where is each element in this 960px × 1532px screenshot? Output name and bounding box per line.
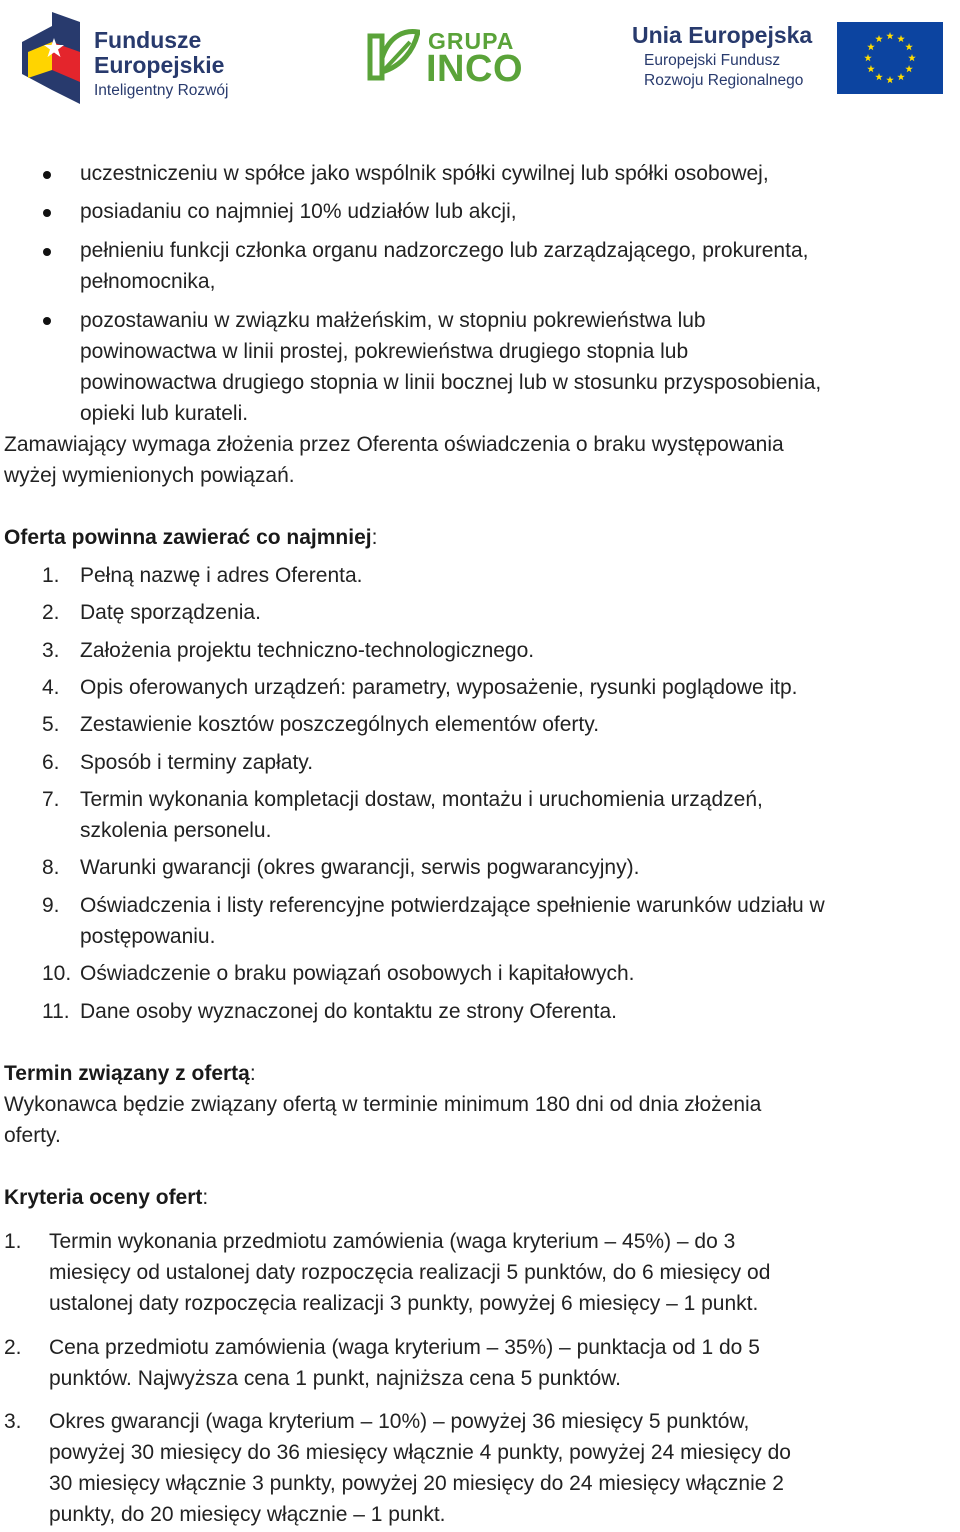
offer-item-number: 11. — [42, 1000, 70, 1023]
offer-heading-colon: : — [371, 526, 378, 549]
ue-line2: Europejski Fundusz — [644, 52, 781, 69]
inco-line2: INCO — [426, 48, 523, 90]
criteria-item-3-line2: powyżej 30 miesięcy do 36 miesięcy włącznie 4 punkty, powyżej 24 miesięcy do — [49, 1441, 791, 1464]
offer-heading-text: Oferta powinna zawierać co najmniej — [4, 526, 372, 549]
fundusze-europejskie-logo — [22, 10, 262, 110]
fe-line2: Europejskie — [94, 52, 225, 78]
offer-item-7-line1: Termin wykonania kompletacji dostaw, montażu i uruchomienia urządzeń, — [80, 788, 763, 811]
criteria-item-3-line3: 30 miesięcy włącznie 3 punkty, powyżej 20 miesięcy do 24 miesięcy włącznie 2 — [49, 1472, 784, 1495]
term-heading-text: Termin związany z ofertą — [4, 1062, 250, 1085]
bullet-dot — [43, 248, 51, 256]
criteria-item-number: 3. — [4, 1410, 22, 1433]
leaf-icon — [366, 28, 420, 86]
bullet-dot — [43, 317, 51, 325]
term-line2: oferty. — [4, 1124, 61, 1147]
ue-line3: Rozwoju Regionalnego — [644, 72, 804, 89]
inco-line1: GRUPA — [428, 28, 515, 54]
criteria-item-number: 2. — [4, 1336, 22, 1359]
criteria-item-number: 1. — [4, 1230, 22, 1253]
criteria-item-1-line2: miesięcy od ustalonej daty rozpoczęcia realizacji 5 punktów, do 6 miesięcy od — [49, 1261, 771, 1284]
requirement-line2: wyżej wymienionych powiązań. — [4, 464, 295, 487]
offer-item-number: 3. — [42, 639, 60, 662]
offer-item-10: Oświadczenie o braku powiązań osobowych i kapitałowych. — [80, 962, 635, 985]
offer-item-4: Opis oferowanych urządzeń: parametry, wyposażenie, rysunki poglądowe itp. — [80, 676, 798, 699]
criteria-item-3-line4: punkty, do 20 miesięcy włącznie – 1 punkt. — [49, 1503, 446, 1526]
term-heading — [4, 1058, 256, 1089]
offer-item-number: 10. — [42, 962, 72, 985]
eu-flag-icon — [837, 22, 943, 94]
ue-line1: Unia Europejska — [632, 22, 813, 48]
bullet-item-4-line3: powinowactwa drugiego stopnia w linii bocznej lub w stosunku przysposobienia, — [80, 371, 822, 394]
criteria-heading-colon: : — [202, 1186, 209, 1209]
offer-item-number: 9. — [42, 894, 60, 917]
offer-item-5: Zestawienie kosztów poszczególnych elementów oferty. — [80, 713, 600, 736]
offer-item-1: Pełną nazwę i adres Oferenta. — [80, 564, 363, 587]
fe-flag-icon — [22, 12, 80, 104]
offer-item-9-line1: Oświadczenia i listy referencyjne potwierdzające spełnienie warunków udziału w — [80, 894, 825, 917]
offer-item-number: 4. — [42, 676, 60, 699]
term-line1: Wykonawca będzie związany ofertą w terminie minimum 180 dni od dnia złożenia — [4, 1093, 762, 1116]
offer-heading — [4, 522, 377, 553]
criteria-item-3-line1: Okres gwarancji (waga kryterium – 10%) – powyżej 36 miesięcy 5 punktów, — [49, 1410, 750, 1433]
grupa-inco-logo — [366, 26, 546, 90]
criteria-heading-text: Kryteria oceny ofert — [4, 1186, 203, 1209]
bullet-item-3-line2: pełnomocnika, — [80, 270, 216, 293]
fe-line1: Fundusze — [94, 27, 202, 53]
term-heading-colon: : — [249, 1062, 256, 1085]
offer-item-2: Datę sporządzenia. — [80, 601, 261, 624]
offer-item-number: 7. — [42, 788, 60, 811]
offer-item-number: 2. — [42, 601, 60, 624]
bullet-item-2: posiadaniu co najmniej 10% udziałów lub akcji, — [80, 200, 517, 223]
bullet-dot — [43, 209, 51, 217]
offer-item-6: Sposób i terminy zapłaty. — [80, 751, 314, 774]
offer-item-number: 8. — [42, 856, 60, 879]
offer-item-8: Warunki gwarancji (okres gwarancji, serwis pogwarancyjny). — [80, 856, 640, 879]
bullet-item-3-line1: pełnieniu funkcji członka organu nadzorczego lub zarządzającego, prokurenta, — [80, 239, 809, 262]
criteria-item-2-line1: Cena przedmiotu zamówienia (waga kryterium – 35%) – punktacja od 1 do 5 — [49, 1336, 760, 1359]
offer-item-7-line2: szkolenia personelu. — [80, 819, 272, 842]
criteria-item-1-line1: Termin wykonania przedmiotu zamówienia (waga kryterium – 45%) – do 3 — [49, 1230, 736, 1253]
bullet-item-4-line2: powinowactwa w linii prostej, pokrewieństwa drugiego stopnia lub — [80, 340, 689, 363]
criteria-item-2-line2: punktów. Najwyższa cena 1 punkt, najniższa cena 5 punktów. — [49, 1367, 622, 1390]
fe-line3: Inteligentny Rozwój — [94, 82, 229, 99]
bullet-item-1: uczestniczeniu w spółce jako wspólnik spółki cywilnej lub spółki osobowej, — [80, 162, 769, 185]
offer-item-number: 6. — [42, 751, 60, 774]
unia-europejska-logo — [630, 18, 950, 100]
offer-item-3: Założenia projektu techniczno-technologicznego. — [80, 639, 535, 662]
requirement-line1: Zamawiający wymaga złożenia przez Oferenta oświadczenia o braku występowania — [4, 433, 784, 456]
criteria-item-1-line3: ustalonej daty rozpoczęcia realizacji 3 punkty, powyżej 6 miesięcy – 1 punkt. — [49, 1292, 759, 1315]
bullet-dot — [43, 171, 51, 179]
offer-item-11: Dane osoby wyznaczonej do kontaktu ze strony Oferenta. — [80, 1000, 617, 1023]
offer-item-number: 5. — [42, 713, 60, 736]
bullet-item-4-line1: pozostawaniu w związku małżeńskim, w stopniu pokrewieństwa lub — [80, 309, 706, 332]
offer-item-9-line2: postępowaniu. — [80, 925, 216, 948]
criteria-heading — [4, 1182, 208, 1213]
bullet-item-4-line4: opieki lub kurateli. — [80, 402, 249, 425]
offer-item-number: 1. — [42, 564, 60, 587]
